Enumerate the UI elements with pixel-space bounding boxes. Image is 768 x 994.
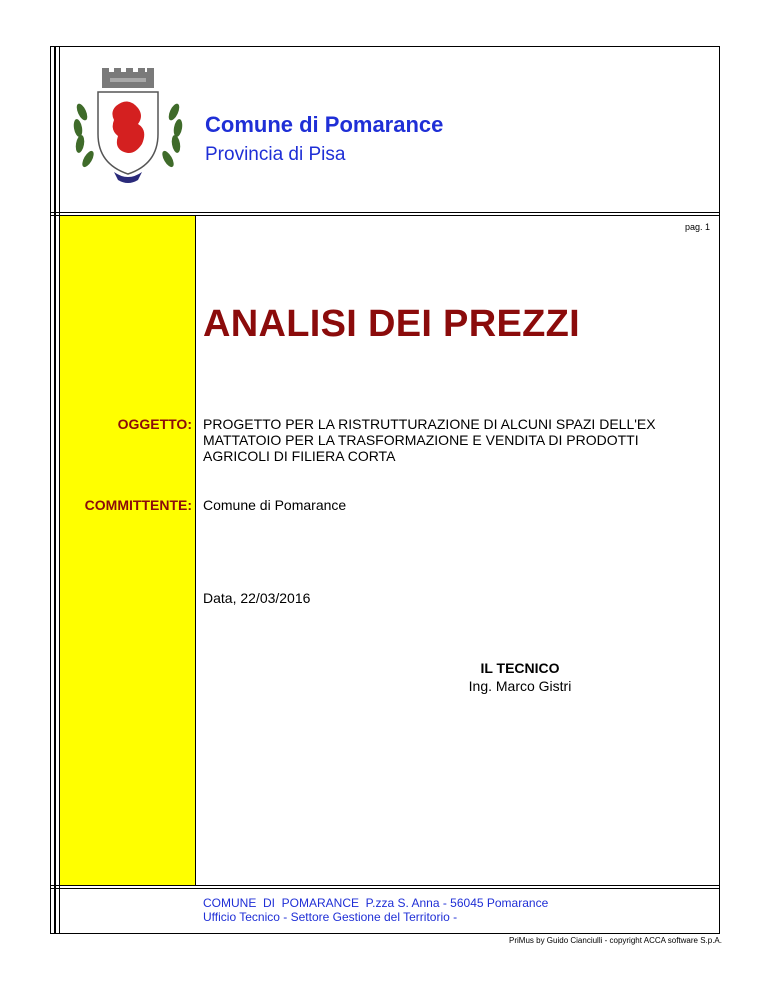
committente-value: Comune di Pomarance [203,497,347,513]
oggetto-text [203,416,723,464]
oggetto-line: AGRICOLI DI FILIERA CORTA [203,448,396,464]
footer-address [203,896,548,924]
coat-of-arms-icon [68,64,188,188]
frame-left-rule [54,46,56,934]
page-number: pag. 1 [684,222,710,232]
footer-separator [50,885,720,886]
oggetto-line: PROGETTO PER LA RISTRUTTURAZIONE DI ALCUNI SPAZI DELL'EX [203,416,656,432]
document-title: ANALISI DEI PREZZI [203,303,580,345]
header-separator [50,212,720,213]
software-credit: PriMus by Guido Cianciulli - copyright ACCA software S.p.A. [509,936,722,945]
footer-separator-inner [50,888,720,889]
yellow-sidebar [60,216,196,885]
province-name: Provincia di Pisa [205,144,346,165]
technician-name: Ing. Marco Gistri [468,678,572,694]
oggetto-label: OGGETTO: [117,416,192,432]
footer-line: COMUNE DI POMARANCE P.zza S. Anna - 56045 Pomarance [203,896,549,910]
municipality-name: Comune di Pomarance [205,112,444,137]
technician-role: IL TECNICO [480,660,560,676]
oggetto-line: MATTATOIO PER LA TRASFORMAZIONE E VENDITA DI PRODOTTI [203,432,639,448]
footer-line: Ufficio Tecnico - Settore Gestione del Territorio - [203,910,458,924]
document-date: Data, 22/03/2016 [203,590,311,606]
committente-label: COMMITTENTE: [84,497,192,513]
technician-block [400,660,640,694]
